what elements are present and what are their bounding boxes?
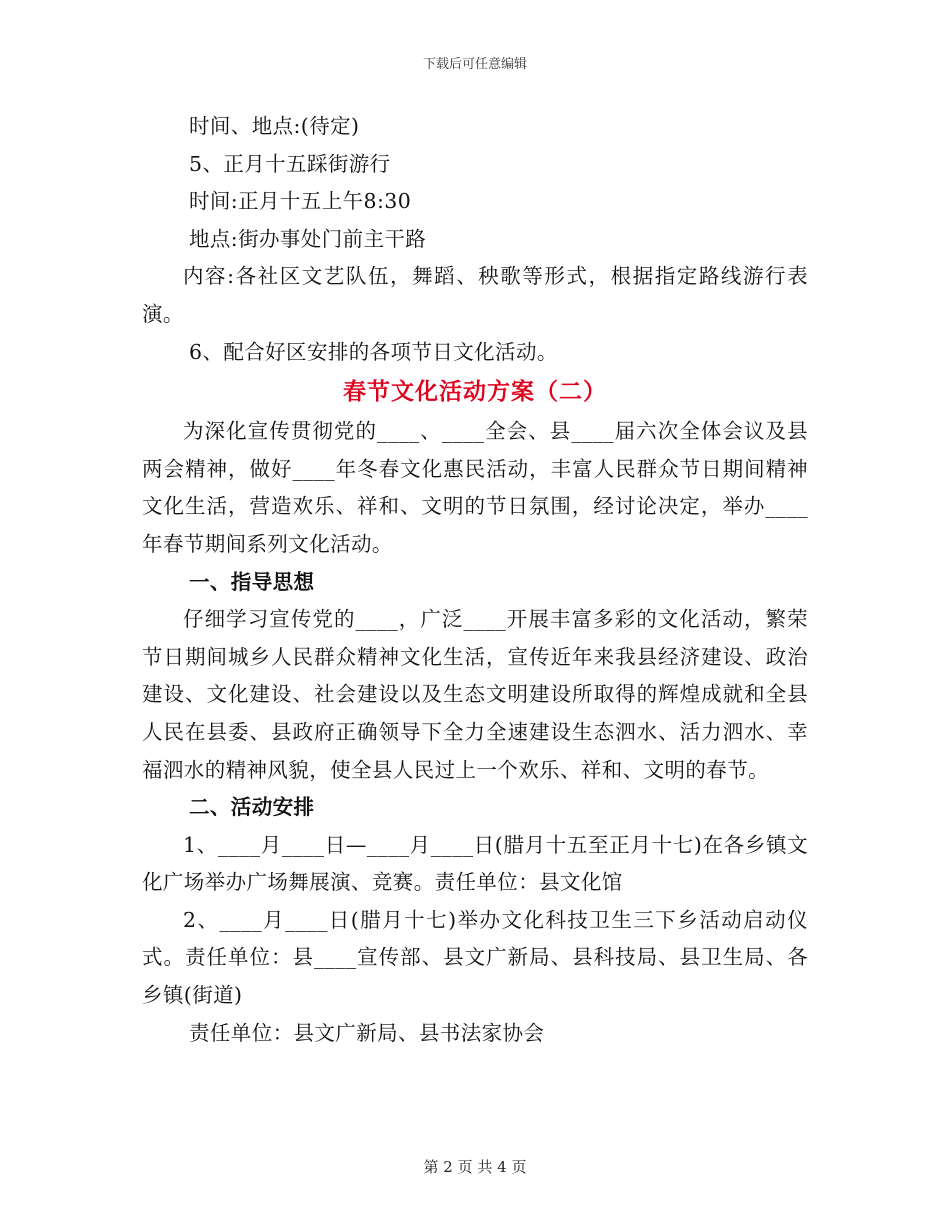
document-body <box>142 108 808 1052</box>
section-1-body: 仔细学习宣传党的____，广泛____开展丰富多彩的文化活动，繁荣节日期间城乡人民群众精神文化生活，宣传近年来我县经济建设、政治建设、文化建设、社会建设以及生态文明建设所取得的辉煌成就和全县人民在县委、县政府正确领导下全力全速建设生态泗水、活力泗水、幸福泗水的精神风貌，使全县人民过上一个欢乐、祥和、文明的春节。 <box>142 607 808 782</box>
section-2-item-1: 1、____月____日—____月____日(腊月十五至正月十七)在各乡镇文化广场举办广场舞展演、竞赛。责任单位：县文化馆 <box>142 832 808 895</box>
section-1-heading: 一、指导思想 <box>189 569 315 594</box>
intro-paragraph: 为深化宣传贯彻党的____、____全会、县____届六次全体会议及县两会精神，做好____年冬春文化惠民活动，丰富人民群众节日期间精神文化生活，营造欢乐、祥和、文明的节日氛围，经讨论决定，举办____年春节期间系列文化活动。 <box>142 419 808 556</box>
item-5-location: 地点:街办事处门前主干路 <box>189 226 427 251</box>
page-header: 下载后可任意编辑 <box>422 57 527 72</box>
section-2-item-2: 2、____月____日(腊月十七)举办文化科技卫生三下乡活动启动仪式。责任单位：县____宣传部、县文广新局、县科技局、县卫生局、各乡镇(街道) <box>142 907 808 1008</box>
item-6-line: 6、配合好区安排的各项节日文化活动。 <box>189 339 558 364</box>
time-location-line: 时间、地点:(待定) <box>189 114 360 138</box>
page-footer: 第 2 页 共 4 页 <box>423 1158 527 1176</box>
section-2-heading: 二、活动安排 <box>189 795 315 820</box>
item-5-content: 内容:各社区文艺队伍，舞蹈、秧歌等形式，根据指定路线游行表演。 <box>142 264 808 326</box>
document-title: 春节文化活动方案（二） <box>343 378 607 406</box>
section-2-item-3: 责任单位：县文广新局、县书法家协会 <box>189 1020 545 1045</box>
item-5-heading: 5、正月十五踩街游行 <box>189 151 391 176</box>
item-5-time: 时间:正月十五上午8:30 <box>189 189 412 214</box>
